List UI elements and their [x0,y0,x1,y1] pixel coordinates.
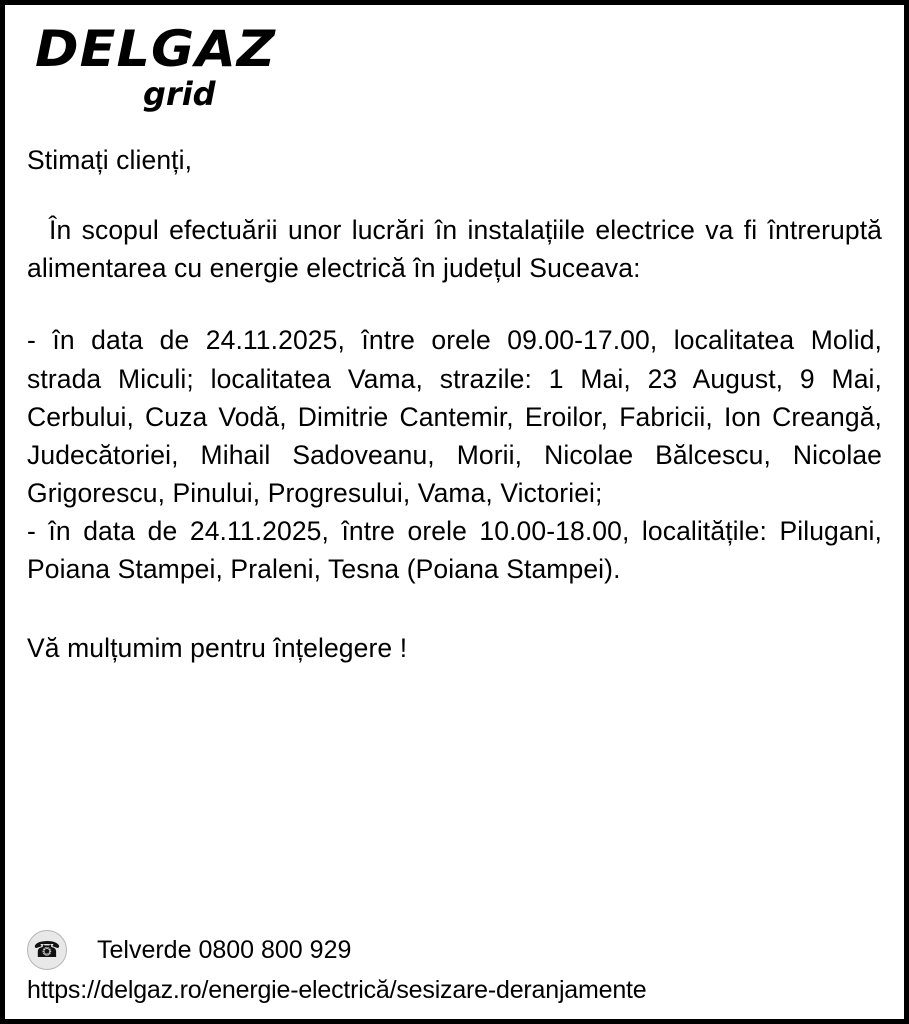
outage-list [27,321,882,588]
telverde-label: Telverde 0800 800 929 [97,935,352,964]
website-link[interactable]: https://delgaz.ro/energie-electrică/sesizare-deranjamente [27,976,647,1004]
list-item: - în data de 24.11.2025, între orele 09.00-17.00, localitatea Molid, strada Miculi; localitatea Vama, strazile: 1 Mai, 23 August, 9 Mai, Cerbului, Cuza Vodă, Dimitrie Cantemir, Eroilor, Fabricii, Ion Creangă, Judecătoriei, Mihail Sadoveanu, Morii, Nicolae Bălcescu, Nicolae Grigorescu, Pinului, Progresului, Vama, Victoriei; [27,325,882,509]
telverde-row [27,930,882,970]
footer [27,930,882,1005]
list-item: - în data de 24.11.2025, între orele 10.00-18.00, localitățile: Pilugani, Poiana Stampei, Praleni, Tesna (Poiana Stampei). [27,516,882,585]
logo-subtext: grid [143,75,216,113]
greeting-text: Stimați clienți, [27,145,193,175]
company-logo [35,20,882,115]
thanks-text: Vă mulțumim pentru înțelegere ! [27,632,408,663]
logo-wordmark: DELGAZ [35,20,276,78]
phone-icon: ☎ [27,930,67,970]
intro-paragraph: În scopul efectuării unor lucrări în instalațiile electrice va fi întreruptă alimentarea cu energie electrică în județul Suceava: [27,215,882,284]
